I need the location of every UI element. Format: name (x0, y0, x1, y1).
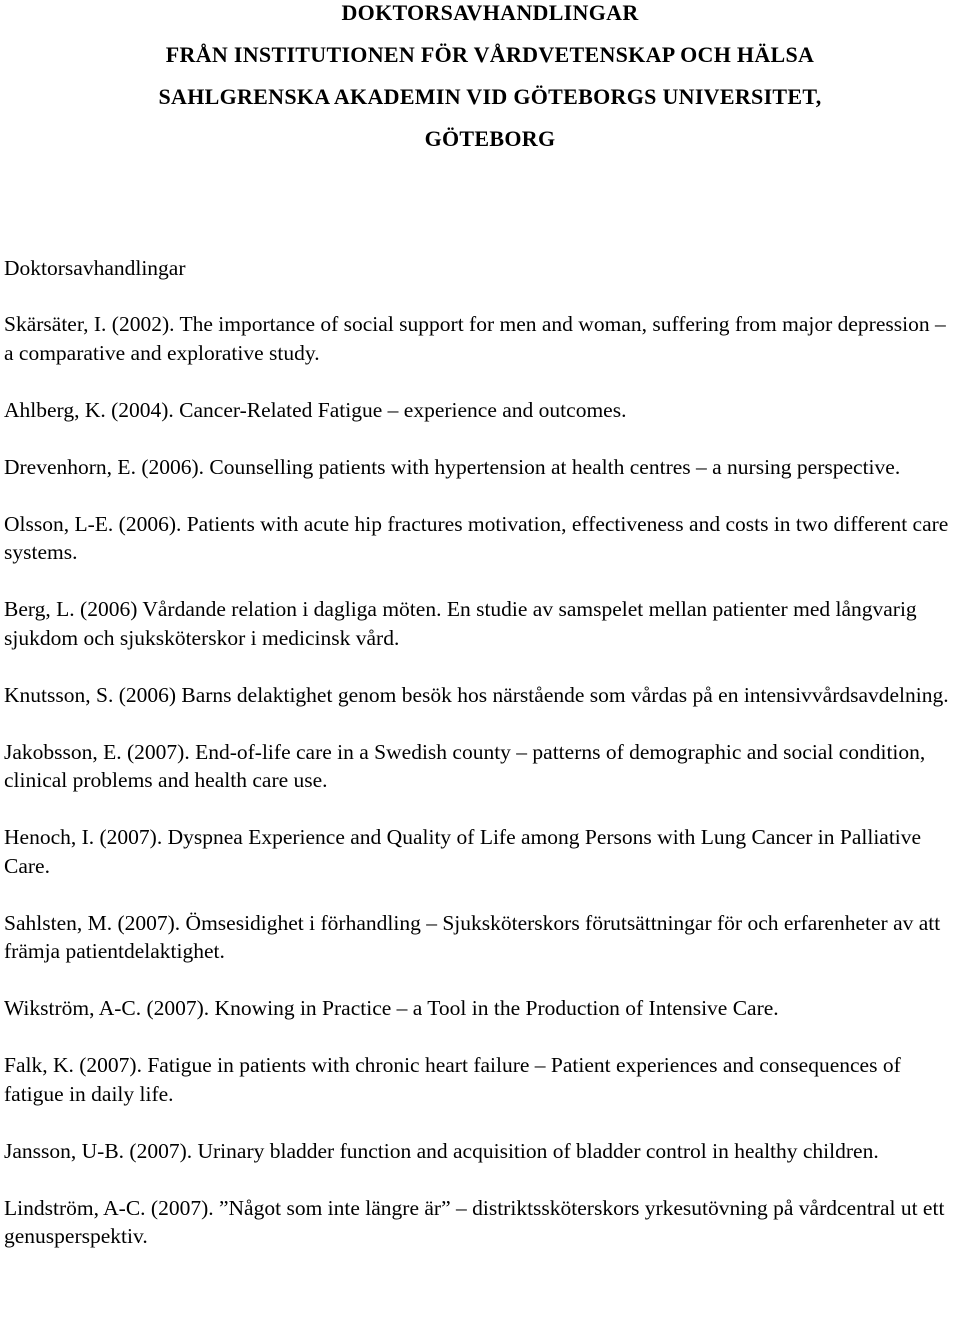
reference-item: Wikström, A-C. (2007). Knowing in Practice – a Tool in the Production of Intensive Care. (4, 996, 779, 1020)
reference-item: Berg, L. (2006) Vårdande relation i dagliga möten. En studie av samspelet mellan patienter med långvarig sjukdom och sjuksköterskor i medicinsk vård. (4, 597, 917, 650)
header-title: DOKTORSAVHANDLINGAR (341, 0, 639, 25)
header-institution: FRÅN INSTITUTIONEN FÖR VÅRDVETENSKAP OCH HÄLSA (165, 42, 815, 67)
reference-list (4, 310, 958, 1279)
reference-item: Jakobsson, E. (2007). End-of-life care in a Swedish county – patterns of demographic and social condition, clinical problems and health care use. (4, 739, 926, 792)
reference-item: Jansson, U-B. (2007). Urinary bladder function and acquisition of bladder control in healthy children. (4, 1138, 879, 1163)
reference-item: Knutsson, S. (2006) Barns delaktighet genom besök hos närstående som vårdas på en intensivvårdsavdelning. (4, 682, 949, 707)
reference-item: Sahlsten, M. (2007). Ömsesidighet i förhandling – Sjuksköterskors förutsättningar för och erfarenheter av att främja patientdelaktighet. (4, 910, 941, 963)
reference-item: Skärsäter, I. (2002). The importance of social support for men and woman, suffering from major depression – a comparative and explorative study. (4, 312, 946, 365)
header-academy: SAHLGRENSKA AKADEMIN VID GÖTEBORGS UNIVERSITET, (158, 84, 822, 109)
reference-item: Ahlberg, K. (2004). Cancer-Related Fatigue – experience and outcomes. (4, 397, 627, 422)
reference-item: Henoch, I. (2007). Dyspnea Experience and Quality of Life among Persons with Lung Cancer in Palliative Care. (4, 825, 922, 878)
reference-item: Drevenhorn, E. (2006). Counselling patients with hypertension at health centres – a nursing perspective. (4, 454, 901, 479)
header-city: GÖTEBORG (424, 126, 556, 151)
reference-item: Olsson, L-E. (2006). Patients with acute hip fractures motivation, effectiveness and costs in two different care systems. (4, 511, 949, 564)
reference-item: Falk, K. (2007). Fatigue in patients with chronic heart failure – Patient experiences and consequences of fatigue in daily life. (4, 1053, 901, 1106)
section-heading: Doktorsavhandlingar (4, 256, 186, 280)
reference-item: Lindström, A-C. (2007). ”Något som inte längre är” – distriktssköterskors yrkesutövning på vårdcentral ut ett genusperspektiv. (4, 1195, 945, 1248)
